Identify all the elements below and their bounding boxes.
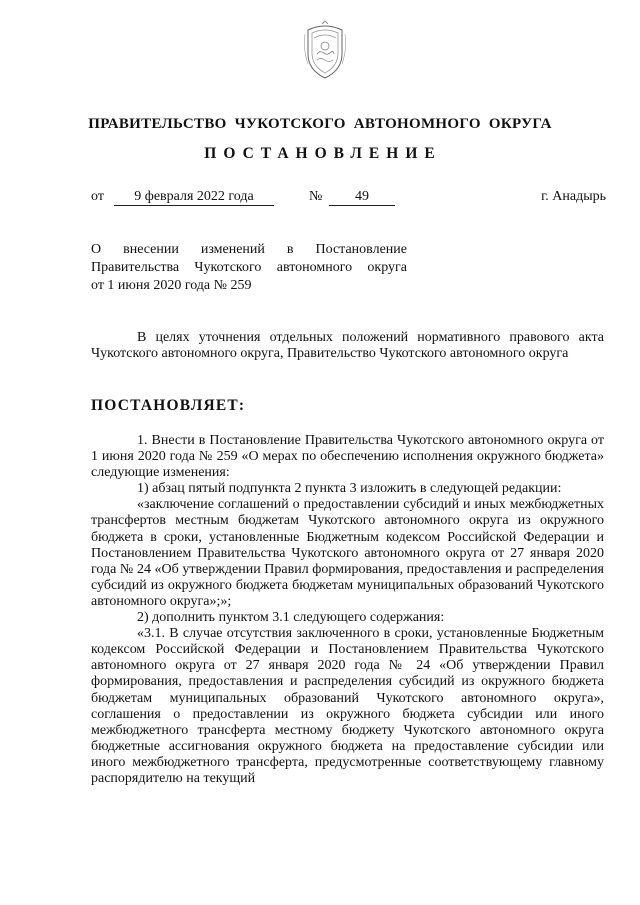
document-number: 49 — [329, 189, 395, 206]
document-type-title: ПОСТАНОВЛЕНИЕ — [204, 145, 442, 162]
document-date: 9 февраля 2022 года — [114, 189, 274, 206]
subject-line: от 1 июня 2020 года № 259 — [91, 278, 252, 293]
government-title: ПРАВИТЕЛЬСТВО ЧУКОТСКОГО АВТОНОМНОГО ОКРУГА — [88, 116, 552, 132]
clause-paragraph: «заключение соглашений о предоставлении субсидий и иных межбюджетных трансфертов местным бюджетам Чукотского автономного округа из окружного бюджета в сроки, установленные Бюджетным кодексом Российской Федерации и Постановлением Правительства Чукотского автономного округа от 27 января 2020 года № 24 «Об утверждении Правил формирования, предоставления и распределения субсидий из окружного бюджета бюджетам муниципальных образований Чукотского автономного округа»;»; — [91, 497, 604, 609]
document-meta — [91, 189, 606, 209]
resolve-heading: ПОСТАНОВЛЯЕТ: — [91, 397, 246, 414]
clauses-section — [91, 433, 604, 787]
coat-of-arms-icon — [300, 20, 350, 82]
date-prefix: от — [91, 189, 104, 204]
subject-line: Правительства Чукотского автономного округа — [91, 260, 407, 275]
clause-paragraph: 1. Внести в Постановление Правительства Чукотского автономного округа от 1 июня 2020 года № 259 «О мерах по обеспечению исполнения окружного бюджета» следующие изменения: — [91, 433, 604, 481]
subject-line: О внесении изменений в Постановление — [91, 242, 407, 257]
clause-paragraph: 2) дополнить пунктом 3.1 следующего содержания: — [137, 610, 445, 626]
clause-paragraph: «3.1. В случае отсутствия заключенного в сроки, установленные Бюджетным кодексом Российской Федерации и Постановлением Правительства Чукотского автономного округа от 27 января 2020 года № 24 «Об утверждении Правил формирования, предоставления и распределения субсидий из окружного бюджета бюджетам муниципальных образований Чукотского автономного округа», соглашения о предоставлении из окружного бюджета субсидии или иного межбюджетного трансферта местному бюджету Чукотского автономного округа бюджетные ассигнования окружного бюджета на предоставление субсидии или иного межбюджетного трансферта, предусмотренные соответствующему главному распорядителю на текущий — [91, 626, 604, 786]
document-city: г. Анадырь — [541, 189, 606, 204]
document-subject — [91, 241, 407, 295]
clause-paragraph: 1) абзац пятый подпункта 2 пункта 3 изложить в следующей редакции: — [137, 481, 562, 497]
preamble-paragraph: В целях уточнения отдельных положений нормативного правового акта Чукотского автономного округа, Правительство Чукотского автономного округа — [91, 330, 604, 362]
number-sign: № — [309, 189, 323, 204]
